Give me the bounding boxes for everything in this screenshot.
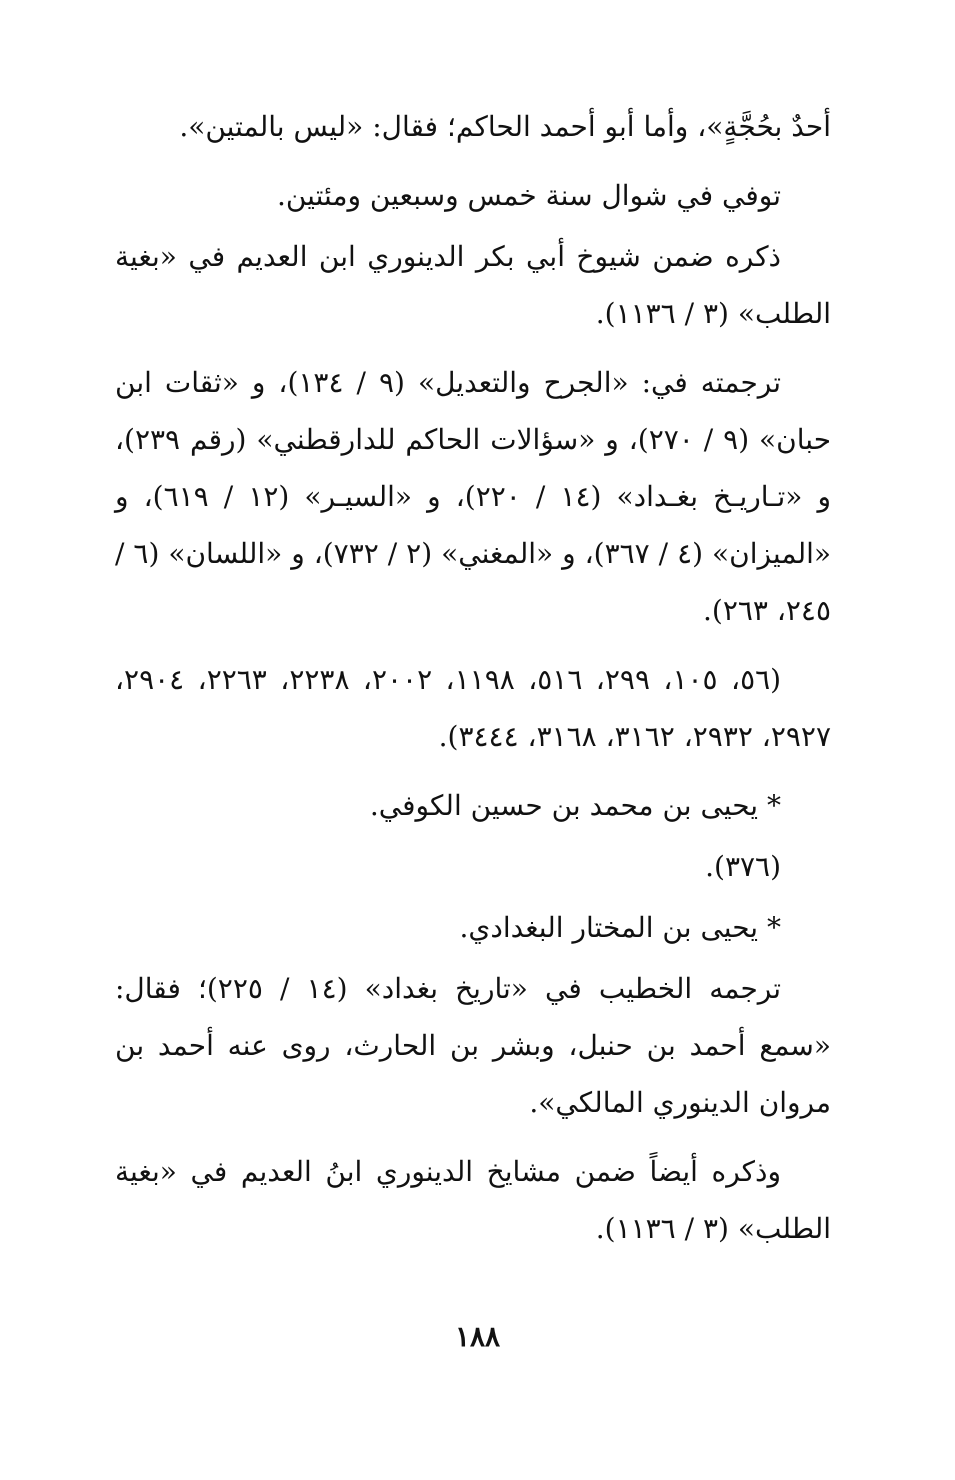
paragraph-reference-numbers: (٥٦، ١٠٥، ٢٩٩، ٥١٦، ١١٩٨، ٢٠٠٢، ٢٢٣٨، ٢٢٦٣، ٢٩٠٤، ٢٩٢٧، ٢٩٣٢، ٣١٦٢، ٣١٦٨، ٣٤٤٤). — [115, 663, 831, 753]
paragraph-death-date: توفي في شوال سنة خمس وسبعين ومئتين. — [276, 179, 781, 212]
paragraph-mention-bughyat: ذكره ضمن شيوخ أبي بكر الدينوري ابن العديم في «بغية الطلب» (٣ / ١١٣٦). — [115, 240, 831, 330]
paragraph-biography-sources: ترجمته في: «الجرح والتعديل» (٩ / ١٣٤)، و «ثقات ابن حبان» (٩ / ٢٧٠)، و «سؤالات الحاكم للدارقطني» (رقم ٢٣٩)، و «تـاريـخ بغـداد» (١٤ / ٢٢٠)، و «السيـر» (١٢ / ٦١٩)، و «الميزان» (٤ / ٣٦٧)، و «المغني» (٢ / ٧٣٢)، و «اللسان» (٦ / ٢٤٥، ٢٦٣). — [115, 366, 832, 627]
paragraph-continuation: أحدٌ بحُجَّةٍ»، وأما أبو أحمد الحاكم؛ فقال: «ليس بالمتين». — [179, 110, 831, 143]
entry-heading-yahya-baghdadi: * يحيى بن المختار البغدادي. — [459, 911, 781, 944]
paragraph-mention-ibn-adim: وذكره أيضاً ضمن مشايخ الدينوري ابنُ العديم في «بغية الطلب» (٣ / ١١٣٦). — [115, 1155, 831, 1245]
paragraph-khatib-biography: ترجمه الخطيب في «تاريخ بغداد» (١٤ / ٢٢٥)؛ فقال: «سمع أحمد بن حنبل، وبشر بن الحارث، روى عنه أحمد بن مروان الدينوري المالكي». — [115, 972, 831, 1119]
body-text — [115, 98, 831, 1269]
entry-reference-number: (٣٧٦). — [705, 850, 781, 883]
entry-heading-yahya-kufi: * يحيى بن محمد بن حسين الكوفي. — [369, 789, 781, 822]
page-number: ١٨٨ — [454, 1320, 501, 1353]
